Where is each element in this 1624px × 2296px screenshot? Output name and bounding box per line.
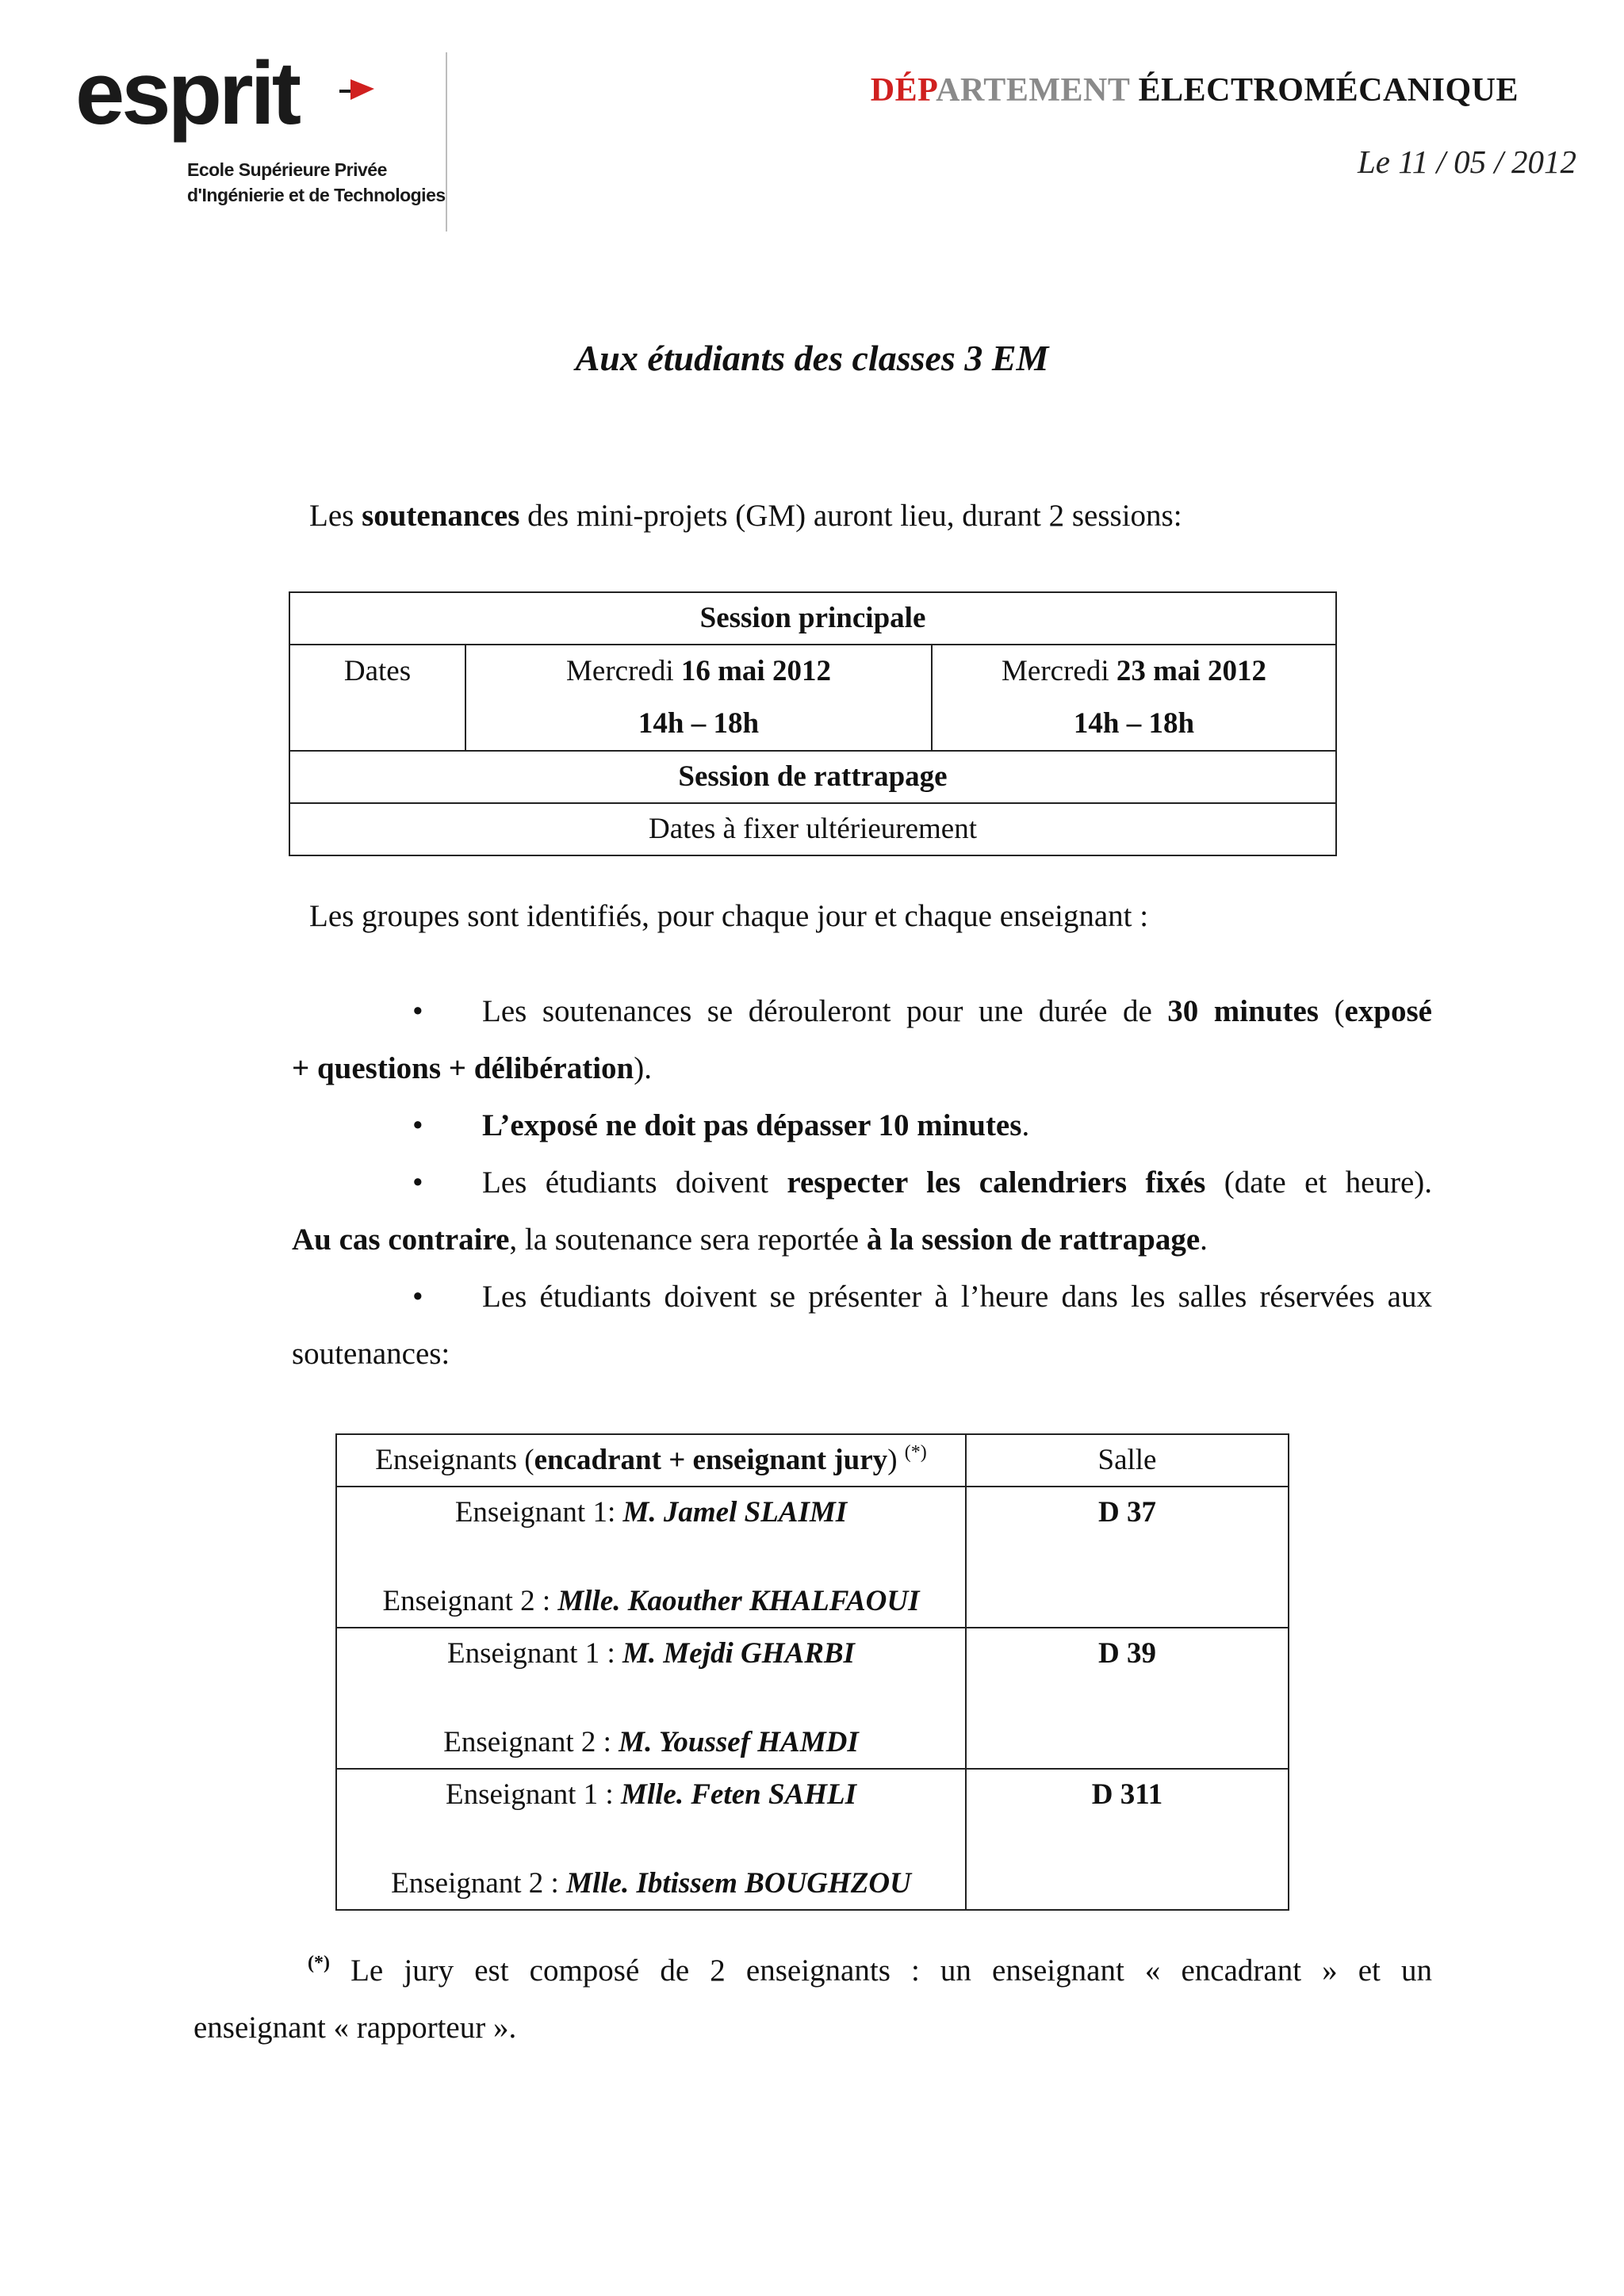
b1-text-f: ). <box>634 1051 652 1085</box>
table-row <box>289 592 1336 645</box>
day1-cell <box>465 645 932 751</box>
b3-text-b: respecter les calendriers fixés <box>787 1165 1206 1200</box>
day1-date: 16 mai 2012 <box>680 655 831 687</box>
bullet-4-line-2: soutenances: <box>292 1337 450 1371</box>
list-item <box>292 983 1432 1097</box>
teacher-1-line <box>337 1487 965 1538</box>
intro-text-a: Les <box>309 499 362 533</box>
room-value: D 37 <box>1098 1496 1156 1529</box>
room-cell <box>966 1487 1289 1628</box>
b3-text-a: Les étudiants doivent <box>482 1165 787 1200</box>
rattrapage-dates-cell <box>289 803 1336 855</box>
intro-text-bold: soutenances <box>362 499 520 533</box>
rules-list <box>292 983 1432 1383</box>
footnote-line-2: enseignant « rapporteur ». <box>193 2011 517 2045</box>
rattrapage-dates: Dates à fixer ultérieurement <box>649 813 977 845</box>
department-title-part-3: ÉLECTROMÉCANIQUE <box>1138 72 1519 109</box>
teacher-2-name: Mlle. Kaouther KHALFAOUI <box>557 1585 920 1617</box>
flag-icon <box>339 79 374 103</box>
intro-text-c: des mini-projets (GM) auront lieu, durant 2 sessions: <box>519 499 1182 533</box>
teacher-1-label: Enseignant 1: <box>454 1496 623 1529</box>
b2-text-b: . <box>1021 1108 1030 1142</box>
table-row <box>336 1434 1289 1487</box>
room-value: D 311 <box>1091 1778 1163 1811</box>
day2-prefix: Mercredi <box>1002 655 1116 687</box>
b1-text-c: ( <box>1318 994 1345 1028</box>
jury-footnote <box>193 1942 1432 2057</box>
bullet-1-line-2 <box>292 1040 1432 1097</box>
day1-time-line <box>466 698 931 750</box>
department-title-part-2: ARTEMENT <box>936 72 1139 109</box>
b1-text-d: exposé <box>1344 994 1432 1028</box>
bullet-icon: • <box>412 1165 423 1200</box>
teachers-cell <box>336 1769 966 1910</box>
teacher-2-name: Mlle. Ibtissem BOUGHZOU <box>566 1867 911 1900</box>
teacher-2-label: Enseignant 2 : <box>391 1867 567 1900</box>
rooms-table <box>335 1433 1289 1911</box>
teachers-cell <box>336 1628 966 1769</box>
teacher-1-label: Enseignant 1 : <box>446 1778 621 1811</box>
dates-label: Dates <box>343 655 412 687</box>
bullet-icon: • <box>412 994 423 1028</box>
bullet-3-line-2 <box>292 1211 1432 1269</box>
teacher-2-name: M. Youssef HAMDI <box>619 1726 859 1758</box>
list-item <box>292 1269 1432 1383</box>
day2-time: 14h – 18h <box>1073 707 1195 740</box>
groups-paragraph: Les groupes sont identifiés, pour chaque jour et chaque enseignant : <box>309 899 1149 933</box>
day2-date: 23 mai 2012 <box>1116 655 1266 687</box>
b3-text-c: (date et heure). <box>1205 1165 1432 1200</box>
teacher-1-line <box>337 1770 965 1820</box>
table-row <box>336 1487 1289 1628</box>
session-principal-header <box>289 592 1336 645</box>
table-row <box>336 1628 1289 1769</box>
session-principal-label: Session principale <box>699 602 926 634</box>
session-rattrapage-label: Session de rattrapage <box>678 760 948 793</box>
room-header-label: Salle <box>1097 1444 1157 1476</box>
teacher-1-name: M. Mejdi GHARBI <box>622 1637 855 1670</box>
footnote-text-1: Le jury est composé de 2 enseignants : un enseignant « encadrant » et un <box>329 1954 1432 1988</box>
b1-text-e: + questions + délibération <box>292 1051 634 1085</box>
teacher-2-line <box>337 1576 965 1627</box>
teacher-2-line <box>337 1858 965 1909</box>
b3-text-e: , la soutenance sera reportée <box>509 1223 867 1257</box>
teachers-header-bold: encadrant + enseignant jury <box>534 1444 888 1476</box>
teacher-2-label: Enseignant 2 : <box>382 1585 558 1617</box>
teachers-header-a: Enseignants ( <box>375 1444 534 1476</box>
list-item <box>292 1097 1432 1154</box>
room-header-cell <box>966 1434 1289 1487</box>
page-title: Aux étudiants des classes 3 EM <box>575 338 1049 378</box>
teachers-header-footnote-mark: (*) <box>904 1442 927 1463</box>
teachers-cell <box>336 1487 966 1628</box>
bullet-icon: • <box>412 1108 423 1142</box>
intro-paragraph <box>309 488 1182 545</box>
list-item <box>292 1154 1432 1269</box>
dates-label-cell <box>289 645 465 751</box>
footnote-mark: (*) <box>308 1953 330 1973</box>
table-row <box>336 1769 1289 1910</box>
room-cell <box>966 1628 1289 1769</box>
header-divider <box>446 52 447 232</box>
bullet-4-line-1: Les étudiants doivent se présenter à l’heure dans les salles réservées aux <box>482 1280 1432 1314</box>
b3-text-f: à la session de rattrapage <box>866 1223 1201 1257</box>
table-row <box>289 751 1336 803</box>
b1-text-a: Les soutenances se dérouleront pour une durée de <box>482 994 1168 1028</box>
logo-subtitle-line-1: Ecole Supérieure Privée <box>187 159 387 180</box>
day1-line <box>466 645 931 698</box>
bullet-3-line-1 <box>292 1154 1432 1211</box>
bullet-1-line-1 <box>292 983 1432 1040</box>
bullet-icon: • <box>412 1280 423 1314</box>
day2-line <box>933 645 1335 698</box>
day2-time-line <box>933 698 1335 750</box>
teachers-header-cell <box>336 1434 966 1487</box>
logo-wordmark: esprit <box>75 44 298 143</box>
session-rattrapage-header <box>289 751 1336 803</box>
table-row <box>289 645 1336 751</box>
b3-text-g: . <box>1200 1223 1208 1257</box>
department-title-part-1: DÉP <box>870 72 936 109</box>
b3-text-d: Au cas contraire <box>292 1223 510 1257</box>
teacher-1-label: Enseignant 1 : <box>447 1637 622 1670</box>
logo-subtitle-line-2: d'Ingénierie et de Technologies <box>187 185 446 205</box>
b2-text-a: L’exposé ne doit pas dépasser 10 minutes <box>482 1108 1022 1142</box>
teacher-1-name: M. Jamel SLAIMI <box>622 1496 848 1529</box>
room-value: D 39 <box>1098 1637 1156 1670</box>
teacher-2-line <box>337 1717 965 1768</box>
b1-text-b: 30 minutes <box>1167 994 1319 1028</box>
teacher-2-label: Enseignant 2 : <box>443 1726 619 1758</box>
table-row <box>289 803 1336 855</box>
footnote-line-1 <box>193 1942 1432 1999</box>
room-cell <box>966 1769 1289 1910</box>
document-date: Le 11 / 05 / 2012 <box>1358 144 1576 180</box>
bullet-2-line <box>292 1097 1432 1154</box>
teacher-1-name: Mlle. Feten SAHLI <box>620 1778 856 1811</box>
teachers-header-c: ) <box>887 1444 905 1476</box>
day1-prefix: Mercredi <box>566 655 681 687</box>
day2-cell <box>932 645 1336 751</box>
day1-time: 14h – 18h <box>638 707 760 740</box>
logo-subtitle <box>187 157 446 208</box>
department-title <box>871 71 1519 109</box>
teacher-1-line <box>337 1628 965 1679</box>
sessions-table <box>289 591 1337 856</box>
